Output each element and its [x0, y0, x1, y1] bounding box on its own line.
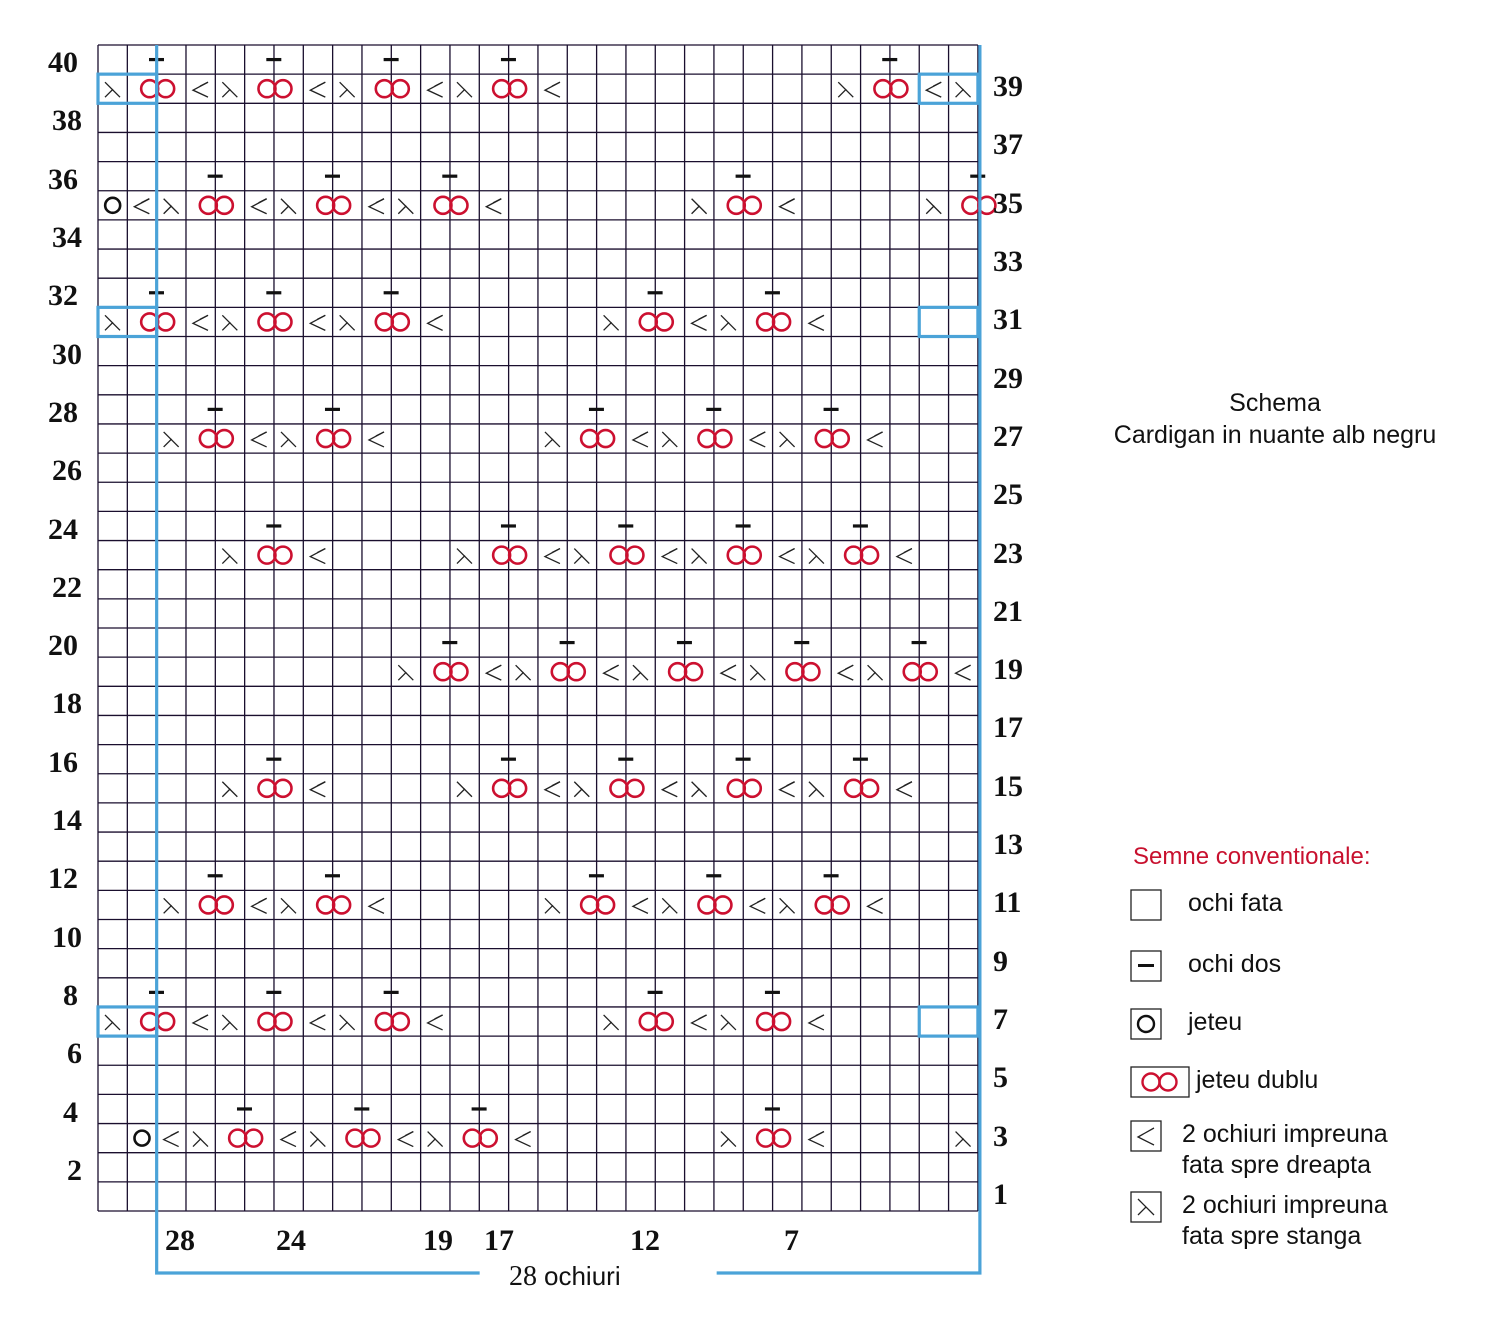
- k2tog-left-icon: [398, 199, 413, 214]
- k2tog-right-icon: [692, 1015, 707, 1030]
- row-number-left: 28: [48, 395, 78, 429]
- row-number-right: 13: [993, 828, 1023, 862]
- k2tog-right-icon: [838, 665, 853, 680]
- k2tog-right-icon: [428, 82, 443, 97]
- double-yarn-over-icon: [376, 80, 409, 97]
- k2tog-left-icon: [574, 782, 589, 797]
- k2tog-right-icon: [252, 432, 267, 447]
- purl-dash-icon: [266, 991, 281, 994]
- double-yarn-over-icon: [845, 547, 878, 564]
- column-number: 17: [484, 1224, 514, 1257]
- purl-dash-icon: [266, 58, 281, 61]
- legend-label: 2 ochiuri impreuna: [1182, 1191, 1388, 1219]
- double-yarn-over-icon: [816, 896, 849, 913]
- row-number-left: 22: [52, 570, 82, 604]
- repeat-bracket-right: [717, 45, 980, 1273]
- purl-dash-icon: [882, 58, 897, 61]
- k2tog-left-icon: [222, 549, 237, 564]
- k2tog-right-icon: [252, 199, 267, 214]
- purl-dash-icon: [442, 175, 457, 178]
- purl-dash-icon: [706, 408, 721, 411]
- k2tog-left-icon: [809, 549, 824, 564]
- k2tog-left-icon: [457, 549, 472, 564]
- k2tog-left-icon: [633, 665, 648, 680]
- purl-dash-icon: [618, 758, 633, 761]
- row-number-right: 25: [993, 478, 1023, 512]
- k2tog-left-icon: [222, 315, 237, 330]
- k2tog-left-icon: [662, 898, 677, 913]
- legend-item: [1130, 1120, 1388, 1179]
- k2tog-left-icon: [457, 82, 472, 97]
- purl-dash-icon: [354, 1107, 369, 1110]
- k2tog-left-icon: [516, 665, 531, 680]
- k2tog-left-icon: [222, 1015, 237, 1030]
- chart-symbols: [105, 58, 995, 1147]
- k2tog-left-icon: [193, 1132, 208, 1147]
- double-yarn-over-icon: [610, 547, 643, 564]
- k2tog-left-icon: [105, 82, 120, 97]
- k2tog-left-icon: [428, 1132, 443, 1147]
- double-yarn-over-icon: [1130, 1066, 1190, 1098]
- purl-dash-icon: [501, 758, 516, 761]
- k2tog-left-icon: [281, 199, 296, 214]
- repeat-outline: [98, 45, 980, 1273]
- purl-dash-icon: [794, 641, 809, 644]
- row-number-right: 39: [993, 70, 1023, 104]
- purl-dash-icon: [648, 991, 663, 994]
- row-number-right: 15: [993, 769, 1023, 803]
- double-yarn-over-icon: [317, 896, 350, 913]
- row-number-right: 7: [993, 1002, 1008, 1036]
- purl-dash-icon: [824, 874, 839, 877]
- row-number-right: 37: [993, 128, 1023, 162]
- k2tog-right-icon: [545, 82, 560, 97]
- k2tog-left-icon: [340, 315, 355, 330]
- legend-label-line2: fata spre dreapta: [1182, 1151, 1372, 1179]
- row-number-left: 36: [48, 162, 78, 196]
- k2tog-right-icon: [750, 432, 765, 447]
- double-yarn-over-icon: [640, 313, 673, 330]
- k2tog-left-icon: [340, 82, 355, 97]
- yarn-over-icon: [1130, 1008, 1162, 1040]
- yarn-over-icon: [105, 198, 120, 213]
- k2tog-right-icon: [662, 549, 677, 564]
- double-yarn-over-icon: [229, 1130, 262, 1147]
- k2tog-right-icon: [692, 315, 707, 330]
- repeat-bracket-left: [157, 45, 480, 1273]
- purl-dash-icon: [618, 524, 633, 527]
- row-number-right: 9: [993, 944, 1008, 978]
- double-yarn-over-icon: [698, 430, 731, 447]
- legend-item: [1130, 889, 1283, 926]
- k2tog-right-icon: [310, 315, 325, 330]
- double-yarn-over-icon: [874, 80, 907, 97]
- k2tog-left-icon: [780, 432, 795, 447]
- purl-dash-icon: [266, 758, 281, 761]
- purl-dash-icon: [266, 524, 281, 527]
- row-number-left: 14: [52, 804, 82, 838]
- legend-label-line2: fata spre stanga: [1182, 1222, 1362, 1250]
- double-yarn-over-icon: [757, 313, 790, 330]
- row-number-left: 12: [48, 862, 78, 896]
- double-yarn-over-icon: [200, 197, 233, 214]
- k2tog-right-icon: [1130, 1120, 1162, 1152]
- k2tog-right-icon: [956, 665, 971, 680]
- double-yarn-over-icon: [258, 547, 291, 564]
- double-yarn-over-icon: [258, 1013, 291, 1030]
- k2tog-right-icon: [780, 199, 795, 214]
- purl-dash-icon: [208, 874, 223, 877]
- double-yarn-over-icon: [728, 780, 761, 797]
- double-yarn-over-icon: [493, 780, 526, 797]
- k2tog-left-icon: [340, 1015, 355, 1030]
- k2tog-left-icon: [310, 1132, 325, 1147]
- double-yarn-over-icon: [728, 547, 761, 564]
- double-yarn-over-icon: [698, 896, 731, 913]
- purl-dash-icon: [560, 641, 575, 644]
- k2tog-left-icon: [545, 898, 560, 913]
- purl-dash-icon: [706, 874, 721, 877]
- purl-dash-icon: [912, 641, 927, 644]
- row-number-left: 8: [63, 978, 78, 1012]
- row-number-left: 34: [52, 221, 82, 255]
- k2tog-right-icon: [868, 898, 883, 913]
- column-number: 24: [276, 1224, 306, 1257]
- k2tog-left-icon: [604, 1015, 619, 1030]
- purl-dash-icon: [208, 408, 223, 411]
- k2tog-right-icon: [369, 898, 384, 913]
- double-yarn-over-icon: [728, 197, 761, 214]
- purl-dash-icon: [824, 408, 839, 411]
- legend-item: [1130, 1008, 1243, 1045]
- legend-label: jeteu dublu: [1196, 1066, 1319, 1094]
- chart-grid: [98, 45, 978, 1211]
- column-number: 7: [784, 1224, 799, 1257]
- purl-dash-icon: [384, 291, 399, 294]
- double-yarn-over-icon: [669, 663, 702, 680]
- row-number-left: 24: [48, 512, 78, 546]
- k2tog-left-icon: [956, 1132, 971, 1147]
- k2tog-right-icon: [516, 1132, 531, 1147]
- k2tog-left-icon: [721, 315, 736, 330]
- k2tog-left-icon: [604, 315, 619, 330]
- row-number-right: 23: [993, 536, 1023, 570]
- k2tog-left-icon: [721, 1132, 736, 1147]
- purl-dash-icon: [266, 291, 281, 294]
- double-yarn-over-icon: [757, 1130, 790, 1147]
- purl-dash-icon: [589, 874, 604, 877]
- k2tog-left-icon: [662, 432, 677, 447]
- purl-dash-icon: [1130, 950, 1162, 982]
- k2tog-right-icon: [750, 898, 765, 913]
- double-yarn-over-icon: [346, 1130, 379, 1147]
- row-number-left: 2: [67, 1153, 82, 1187]
- k2tog-left-icon: [105, 1015, 120, 1030]
- k2tog-right-icon: [281, 1132, 296, 1147]
- k2tog-right-icon: [926, 82, 941, 97]
- k2tog-left-icon: [926, 199, 941, 214]
- k2tog-right-icon: [193, 1015, 208, 1030]
- purl-dash-icon: [442, 641, 457, 644]
- double-yarn-over-icon: [434, 663, 467, 680]
- purl-dash-icon: [501, 58, 516, 61]
- double-yarn-over-icon: [493, 547, 526, 564]
- column-number: 19: [423, 1224, 453, 1257]
- k2tog-right-icon: [193, 82, 208, 97]
- k2tog-right-icon: [780, 549, 795, 564]
- double-yarn-over-icon: [786, 663, 819, 680]
- k2tog-left-icon: [780, 898, 795, 913]
- repeat-width-label: [503, 1261, 627, 1292]
- purl-dash-icon: [325, 874, 340, 877]
- legend-label: ochi dos: [1188, 950, 1282, 978]
- k2tog-right-icon: [369, 432, 384, 447]
- k2tog-right-icon: [545, 549, 560, 564]
- k2tog-right-icon: [662, 782, 677, 797]
- repeat-width-number: 28: [509, 1261, 544, 1292]
- k2tog-left-icon: [750, 665, 765, 680]
- row-number-left: 26: [52, 454, 82, 488]
- k2tog-right-icon: [164, 1132, 179, 1147]
- purl-dash-icon: [384, 58, 399, 61]
- legend-item: [1130, 1066, 1319, 1103]
- k2tog-right-icon: [868, 432, 883, 447]
- k2tog-right-icon: [633, 432, 648, 447]
- column-number: 12: [630, 1224, 660, 1257]
- k2tog-left-icon: [398, 665, 413, 680]
- row-number-left: 20: [48, 629, 78, 663]
- k2tog-right-icon: [545, 782, 560, 797]
- row-number-left: 32: [48, 279, 78, 313]
- k2tog-left-icon: [868, 665, 883, 680]
- purl-dash-icon: [384, 991, 399, 994]
- k2tog-left-icon: [545, 432, 560, 447]
- k2tog-left-icon: [222, 782, 237, 797]
- k2tog-right-icon: [486, 199, 501, 214]
- k2tog-left-icon: [105, 315, 120, 330]
- knit-square-icon: [1130, 889, 1162, 921]
- row-number-right: 27: [993, 419, 1023, 453]
- k2tog-right-icon: [809, 1132, 824, 1147]
- row-number-left: 18: [52, 687, 82, 721]
- k2tog-left-icon: [457, 782, 472, 797]
- k2tog-right-icon: [398, 1132, 413, 1147]
- purl-dash-icon: [853, 758, 868, 761]
- double-yarn-over-icon: [581, 430, 614, 447]
- purl-dash-icon: [472, 1107, 487, 1110]
- k2tog-left-icon: [164, 432, 179, 447]
- k2tog-right-icon: [897, 782, 912, 797]
- repeat-width-unit: ochiuri: [544, 1261, 621, 1291]
- k2tog-right-icon: [193, 315, 208, 330]
- k2tog-right-icon: [428, 315, 443, 330]
- k2tog-left-icon: [721, 1015, 736, 1030]
- k2tog-right-icon: [486, 665, 501, 680]
- row-number-right: 21: [993, 594, 1023, 628]
- yarn-over-icon: [134, 1131, 149, 1146]
- k2tog-right-icon: [252, 898, 267, 913]
- purl-dash-icon: [765, 291, 780, 294]
- k2tog-left-icon: [164, 898, 179, 913]
- row-number-right: 17: [993, 711, 1023, 745]
- k2tog-left-icon: [809, 782, 824, 797]
- double-yarn-over-icon: [258, 80, 291, 97]
- double-yarn-over-icon: [904, 663, 937, 680]
- row-number-right: 31: [993, 303, 1023, 337]
- k2tog-right-icon: [780, 782, 795, 797]
- k2tog-right-icon: [310, 82, 325, 97]
- legend-label: ochi fata: [1188, 889, 1283, 917]
- double-yarn-over-icon: [258, 313, 291, 330]
- row-number-left: 40: [48, 46, 78, 80]
- purl-dash-icon: [325, 175, 340, 178]
- k2tog-left-icon: [1130, 1191, 1162, 1223]
- row-number-left: 6: [67, 1037, 82, 1071]
- purl-dash-icon: [648, 291, 663, 294]
- row-number-right: 1: [993, 1177, 1008, 1211]
- row-number-left: 16: [48, 745, 78, 779]
- double-yarn-over-icon: [317, 430, 350, 447]
- column-number: 28: [165, 1224, 195, 1257]
- k2tog-right-icon: [897, 549, 912, 564]
- double-yarn-over-icon: [317, 197, 350, 214]
- k2tog-left-icon: [692, 199, 707, 214]
- chart-title: Schema: [1229, 389, 1321, 417]
- row-number-right: 35: [993, 186, 1023, 220]
- double-yarn-over-icon: [464, 1130, 497, 1147]
- row-number-right: 11: [993, 886, 1022, 920]
- row-number-left: 30: [52, 337, 82, 371]
- row-number-right: 5: [993, 1061, 1008, 1095]
- k2tog-right-icon: [809, 315, 824, 330]
- purl-dash-icon: [736, 524, 751, 527]
- k2tog-left-icon: [838, 82, 853, 97]
- double-yarn-over-icon: [552, 663, 585, 680]
- row-number-right: 33: [993, 245, 1023, 279]
- purl-dash-icon: [736, 758, 751, 761]
- purl-dash-icon: [501, 524, 516, 527]
- k2tog-right-icon: [809, 1015, 824, 1030]
- row-number-right: 19: [993, 653, 1023, 687]
- k2tog-left-icon: [692, 782, 707, 797]
- purl-dash-icon: [208, 175, 223, 178]
- double-yarn-over-icon: [493, 80, 526, 97]
- legend-heading: Semne conventionale:: [1133, 843, 1371, 870]
- k2tog-right-icon: [721, 665, 736, 680]
- purl-dash-icon: [765, 991, 780, 994]
- k2tog-right-icon: [604, 665, 619, 680]
- purl-dash-icon: [325, 408, 340, 411]
- double-yarn-over-icon: [581, 896, 614, 913]
- legend-item: [1130, 950, 1282, 987]
- double-yarn-over-icon: [376, 1013, 409, 1030]
- row-number-left: 4: [63, 1095, 78, 1129]
- legend-item: [1130, 1191, 1388, 1250]
- row-number-left: 38: [52, 104, 82, 138]
- double-yarn-over-icon: [434, 197, 467, 214]
- row-number-left: 10: [52, 920, 82, 954]
- double-yarn-over-icon: [200, 430, 233, 447]
- row-number-right: 3: [993, 1119, 1008, 1153]
- k2tog-right-icon: [310, 549, 325, 564]
- purl-dash-icon: [589, 408, 604, 411]
- double-yarn-over-icon: [757, 1013, 790, 1030]
- k2tog-left-icon: [574, 549, 589, 564]
- k2tog-left-icon: [164, 199, 179, 214]
- double-yarn-over-icon: [816, 430, 849, 447]
- legend-label: 2 ochiuri impreuna: [1182, 1120, 1388, 1148]
- k2tog-left-icon: [692, 549, 707, 564]
- double-yarn-over-icon: [640, 1013, 673, 1030]
- double-yarn-over-icon: [258, 780, 291, 797]
- legend-label: jeteu: [1188, 1008, 1243, 1036]
- k2tog-left-icon: [281, 432, 296, 447]
- k2tog-right-icon: [310, 782, 325, 797]
- k2tog-right-icon: [428, 1015, 443, 1030]
- purl-dash-icon: [677, 641, 692, 644]
- k2tog-right-icon: [369, 199, 384, 214]
- double-yarn-over-icon: [376, 313, 409, 330]
- k2tog-left-icon: [956, 82, 971, 97]
- k2tog-right-icon: [633, 898, 648, 913]
- double-yarn-over-icon: [200, 896, 233, 913]
- k2tog-right-icon: [134, 199, 149, 214]
- k2tog-left-icon: [281, 898, 296, 913]
- k2tog-right-icon: [310, 1015, 325, 1030]
- purl-dash-icon: [736, 175, 751, 178]
- chart-subtitle: Cardigan in nuante alb negru: [1113, 421, 1437, 449]
- double-yarn-over-icon: [845, 780, 878, 797]
- row-number-right: 29: [993, 361, 1023, 395]
- purl-dash-icon: [970, 175, 985, 178]
- purl-dash-icon: [237, 1107, 252, 1110]
- purl-dash-icon: [765, 1107, 780, 1110]
- double-yarn-over-icon: [610, 780, 643, 797]
- k2tog-left-icon: [222, 82, 237, 97]
- purl-dash-icon: [853, 524, 868, 527]
